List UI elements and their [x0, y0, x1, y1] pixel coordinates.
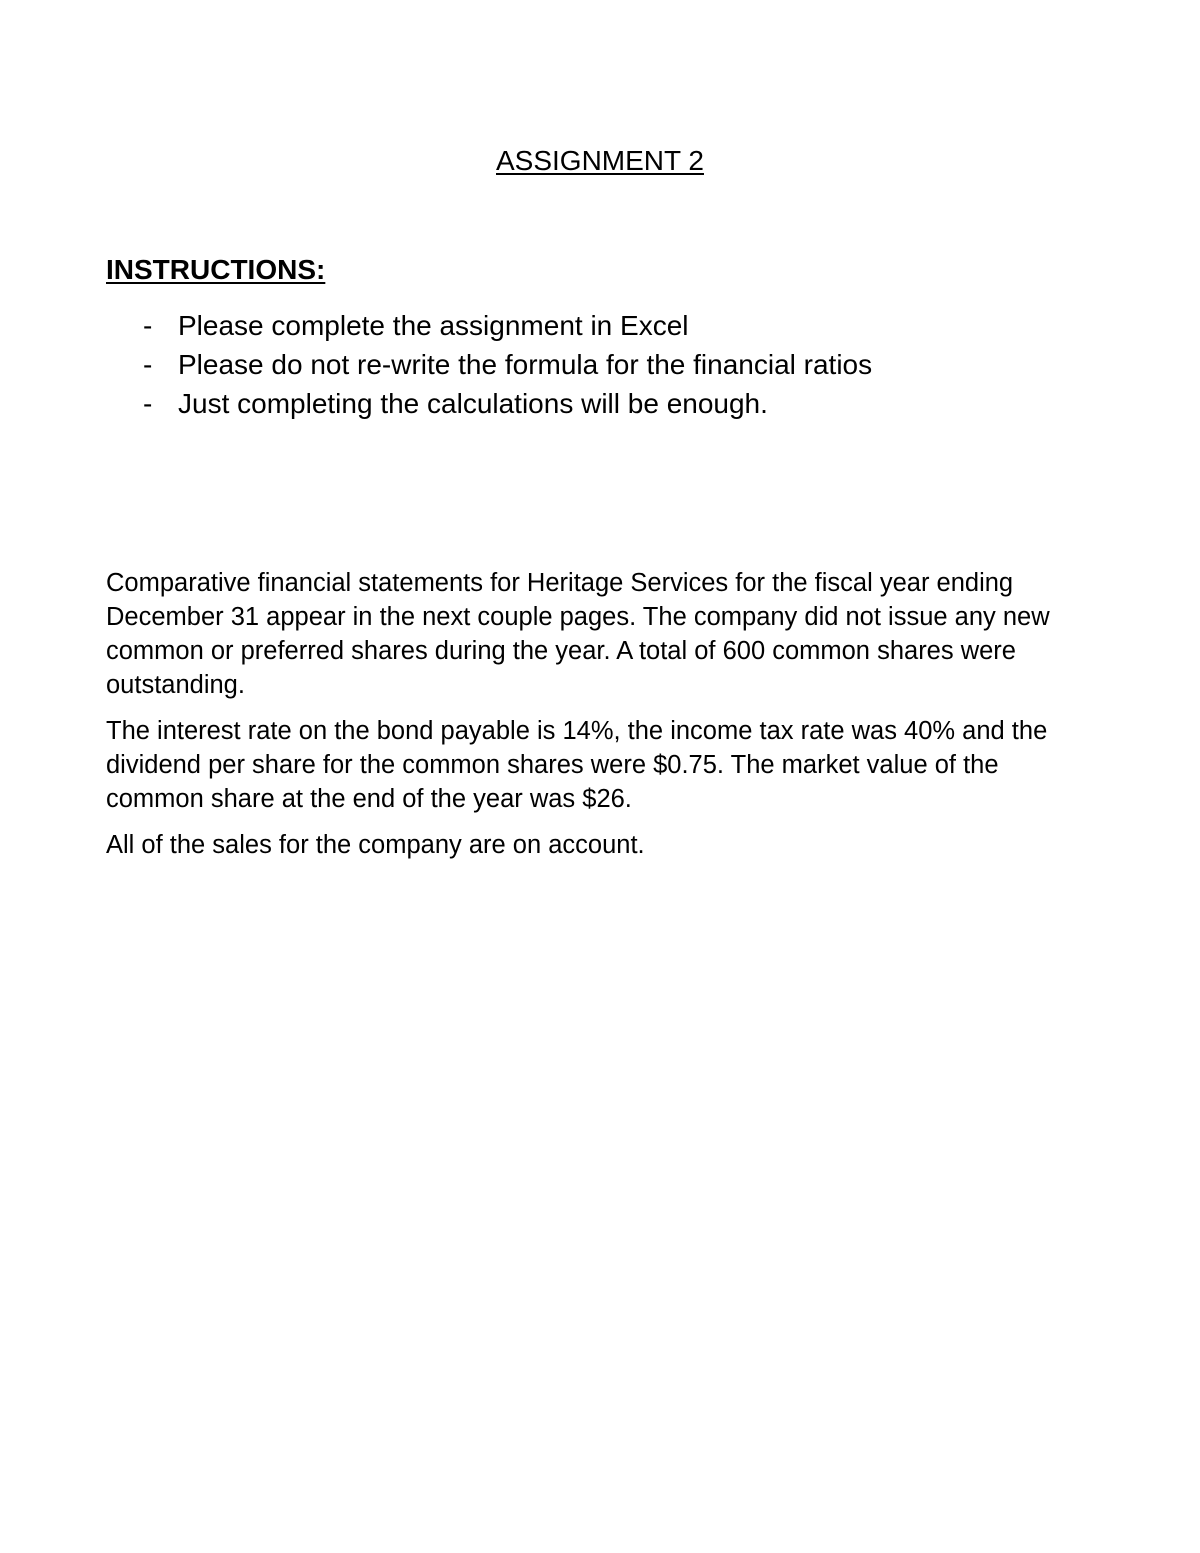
instructions-heading: INSTRUCTIONS: [106, 254, 326, 285]
page-title: ASSIGNMENT 2 [496, 145, 704, 176]
paragraph-rates: The interest rate on the bond payable is 14%, the income tax rate was 40% and the dividend per share for the common shares were $0.75. The market value of the common share at the end of the year was $26. [106, 717, 1048, 813]
instruction-item [143, 306, 1143, 345]
bullet-dash: - [143, 388, 153, 419]
bullet-dash: - [143, 349, 153, 380]
bullet-dash: - [143, 310, 153, 341]
paragraph-sales: All of the sales for the company are on account. [106, 831, 645, 859]
instructions-list [143, 306, 1143, 423]
paragraph-company-info: Comparative financial statements for Heritage Services for the fiscal year ending December 31 appear in the next couple pages. The company did not issue any new common or preferred shares during the year. A total of 600 common shares were outstanding. [106, 569, 1050, 699]
instruction-item [143, 384, 1143, 423]
instruction-text: Just completing the calculations will be enough. [178, 388, 768, 419]
instruction-text: Please complete the assignment in Excel [178, 310, 689, 341]
body-text [106, 566, 1096, 874]
instruction-text: Please do not re-write the formula for the financial ratios [178, 349, 873, 380]
instruction-item [143, 345, 1143, 384]
